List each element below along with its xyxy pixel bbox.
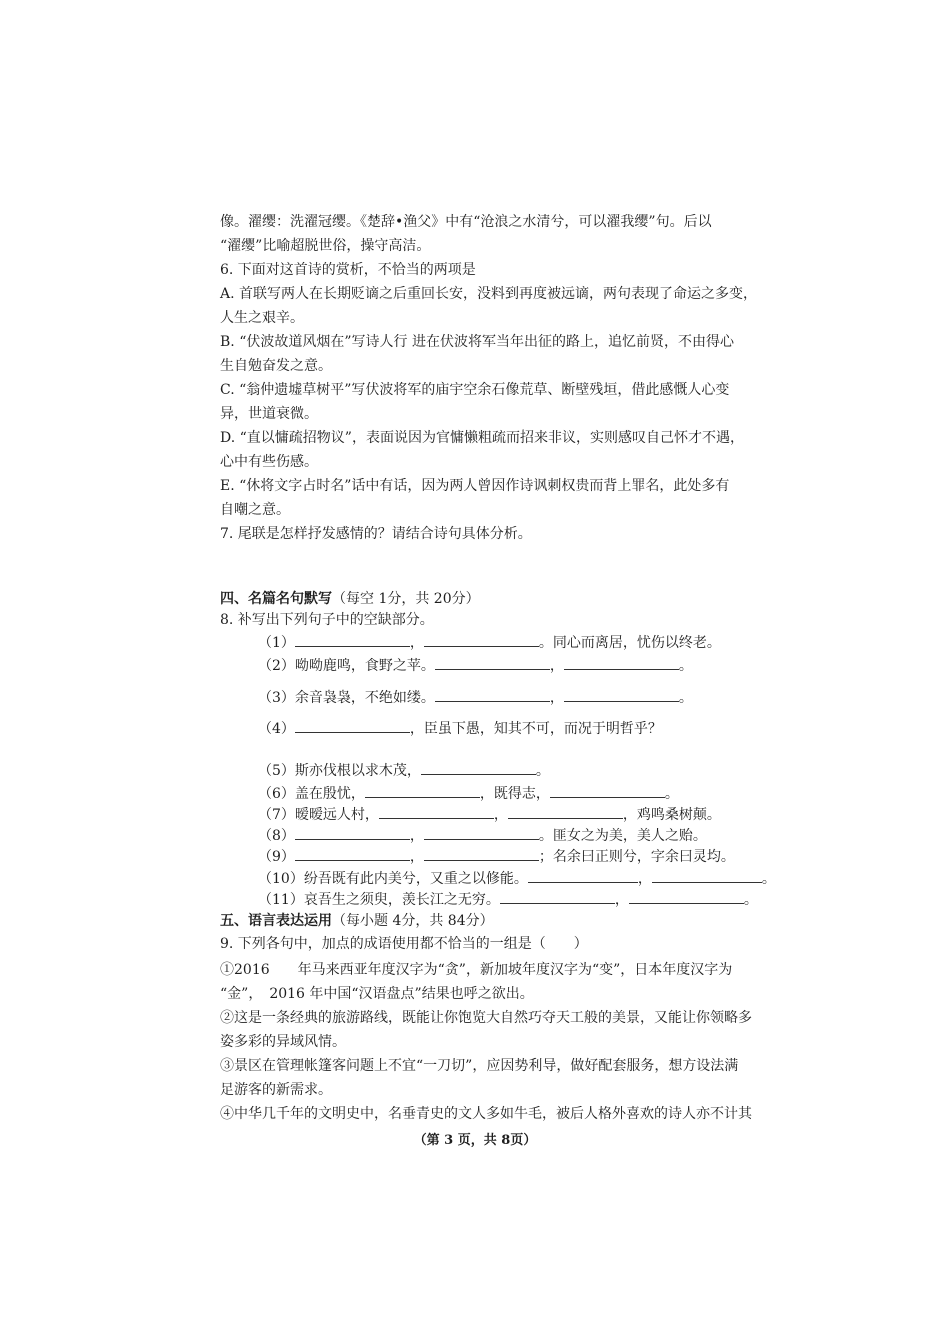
blank-field[interactable] xyxy=(564,687,679,702)
fill-item-1: （1） ， 。同心而离居，忧伤以终老。 xyxy=(258,632,721,653)
blank-field[interactable] xyxy=(508,804,623,819)
blank-field[interactable] xyxy=(295,632,410,647)
blank-field[interactable] xyxy=(424,632,539,647)
section-5-title: 五、语言表达运用 xyxy=(220,913,332,929)
blank-field[interactable] xyxy=(295,825,410,840)
option-e: E. “休将文字占时名”话中有话，因为两人曾因作诗讽刺权贵而背上罪名，此处多有 xyxy=(220,478,730,494)
question-7: 7. 尾联是怎样抒发感情的？请结合诗句具体分析。 xyxy=(220,526,532,542)
sentence-2-cont: 姿多彩的异域风情。 xyxy=(220,1034,346,1050)
option-b-cont: 生自勉奋发之意。 xyxy=(220,358,332,374)
annotation-line: “濯缨”比喻超脱世俗，操守高洁。 xyxy=(220,238,431,254)
fill-item-5: （5）斯亦伐根以求木茂， 。 xyxy=(258,760,550,781)
annotation-line: 像。濯缨：洗濯冠缨。《楚辞•渔父》中有“沧浪之水清兮，可以濯我缨”句。后以 xyxy=(220,214,712,230)
page-footer: （第 3 页，共 8页） xyxy=(413,1133,537,1148)
blank-field[interactable] xyxy=(295,718,410,733)
blank-field[interactable] xyxy=(435,655,550,670)
sentence-1-cont: “金”， 2016 年中国“汉语盘点”结果也呼之欲出。 xyxy=(220,986,534,1002)
question-6: 6. 下面对这首诗的赏析，不恰当的两项是 xyxy=(220,262,476,278)
section-4-heading xyxy=(220,589,480,609)
fill-item-6: （6）盖在殷忧， ，既得志， 。 xyxy=(258,783,679,804)
fill-item-7: （7）暧暧远人村， ， ，鸡鸣桑树颠。 xyxy=(258,804,721,825)
section-5-heading xyxy=(220,911,494,931)
blank-field[interactable] xyxy=(528,868,638,883)
section-4-score: （每空 1分，共 20分） xyxy=(332,591,480,607)
fill-item-2: （2）呦呦鹿鸣，食野之苹。 ， 。 xyxy=(258,655,693,676)
sentence-4: ④中华几千年的文明史中，名垂青史的文人多如牛毛，被后人格外喜欢的诗人亦不计其 xyxy=(220,1106,752,1122)
question-8: 8. 补写出下列句子中的空缺部分。 xyxy=(220,612,434,628)
option-a-cont: 人生之艰辛。 xyxy=(220,310,304,326)
blank-field[interactable] xyxy=(365,783,480,798)
sentence-3-cont: 足游客的新需求。 xyxy=(220,1082,332,1098)
blank-field[interactable] xyxy=(564,655,679,670)
blank-field[interactable] xyxy=(421,760,536,775)
question-9: 9. 下列各句中，加点的成语使用都不恰当的一组是（ ） xyxy=(220,936,588,952)
fill-item-10: （10）纷吾既有此内美兮，又重之以修能。 ， 。 xyxy=(258,868,776,889)
blank-field[interactable] xyxy=(629,889,744,904)
blank-field[interactable] xyxy=(424,825,539,840)
option-c: C. “翁仲遗墟草树平”写伏波将军的庙宇空余石像荒草、断壁残垣，借此感慨人心变 xyxy=(220,382,730,398)
blank-field[interactable] xyxy=(424,846,539,861)
option-c-cont: 异，世道衰微。 xyxy=(220,406,318,422)
fill-item-3: （3）余音袅袅，不绝如缕。 ， 。 xyxy=(258,687,693,708)
blank-field[interactable] xyxy=(295,846,410,861)
fill-item-9: （9） ， ；名余曰正则兮，字余曰灵均。 xyxy=(258,846,735,867)
sentence-3: ③景区在管理帐篷客问题上不宜“一刀切”，应因势利导，做好配套服务，想方设法满 xyxy=(220,1058,739,1074)
blank-field[interactable] xyxy=(652,868,762,883)
fill-item-8: （8） ， 。匪女之为美，美人之贻。 xyxy=(258,825,707,846)
section-5-score: （每小题 4分，共 84分） xyxy=(332,913,494,929)
blank-field[interactable] xyxy=(500,889,615,904)
sentence-1: ①2016 年马来西亚年度汉字为“贪”，新加坡年度汉字为“变”，日本年度汉字为 xyxy=(220,962,733,978)
sentence-2: ②这是一条经典的旅游路线，既能让你饱览大自然巧夺天工般的美景，又能让你领略多 xyxy=(220,1010,752,1026)
option-a: A. 首联写两人在长期贬谪之后重回长安，没料到再度被远谪，两句表现了命运之多变， xyxy=(220,286,758,302)
blank-field[interactable] xyxy=(435,687,550,702)
fill-item-4: （4） ，臣虽下愚，知其不可，而况于明哲乎？ xyxy=(258,718,662,739)
option-d-cont: 心中有些伤感。 xyxy=(220,454,318,470)
option-d: D. “直以慵疏招物议”，表面说因为官慵懒粗疏而招来非议，实则感叹自己怀才不遇， xyxy=(220,430,744,446)
blank-field[interactable] xyxy=(379,804,494,819)
fill-item-11: （11）哀吾生之须臾，羡长江之无穷。 ， 。 xyxy=(258,889,758,910)
section-4-title: 四、名篇名句默写 xyxy=(220,591,332,607)
option-e-cont: 自嘲之意。 xyxy=(220,502,290,518)
option-b: B. “伏波故道风烟在”写诗人行 进在伏波将军当年出征的路上，追忆前贤，不由得心 xyxy=(220,334,734,350)
blank-field[interactable] xyxy=(550,783,665,798)
